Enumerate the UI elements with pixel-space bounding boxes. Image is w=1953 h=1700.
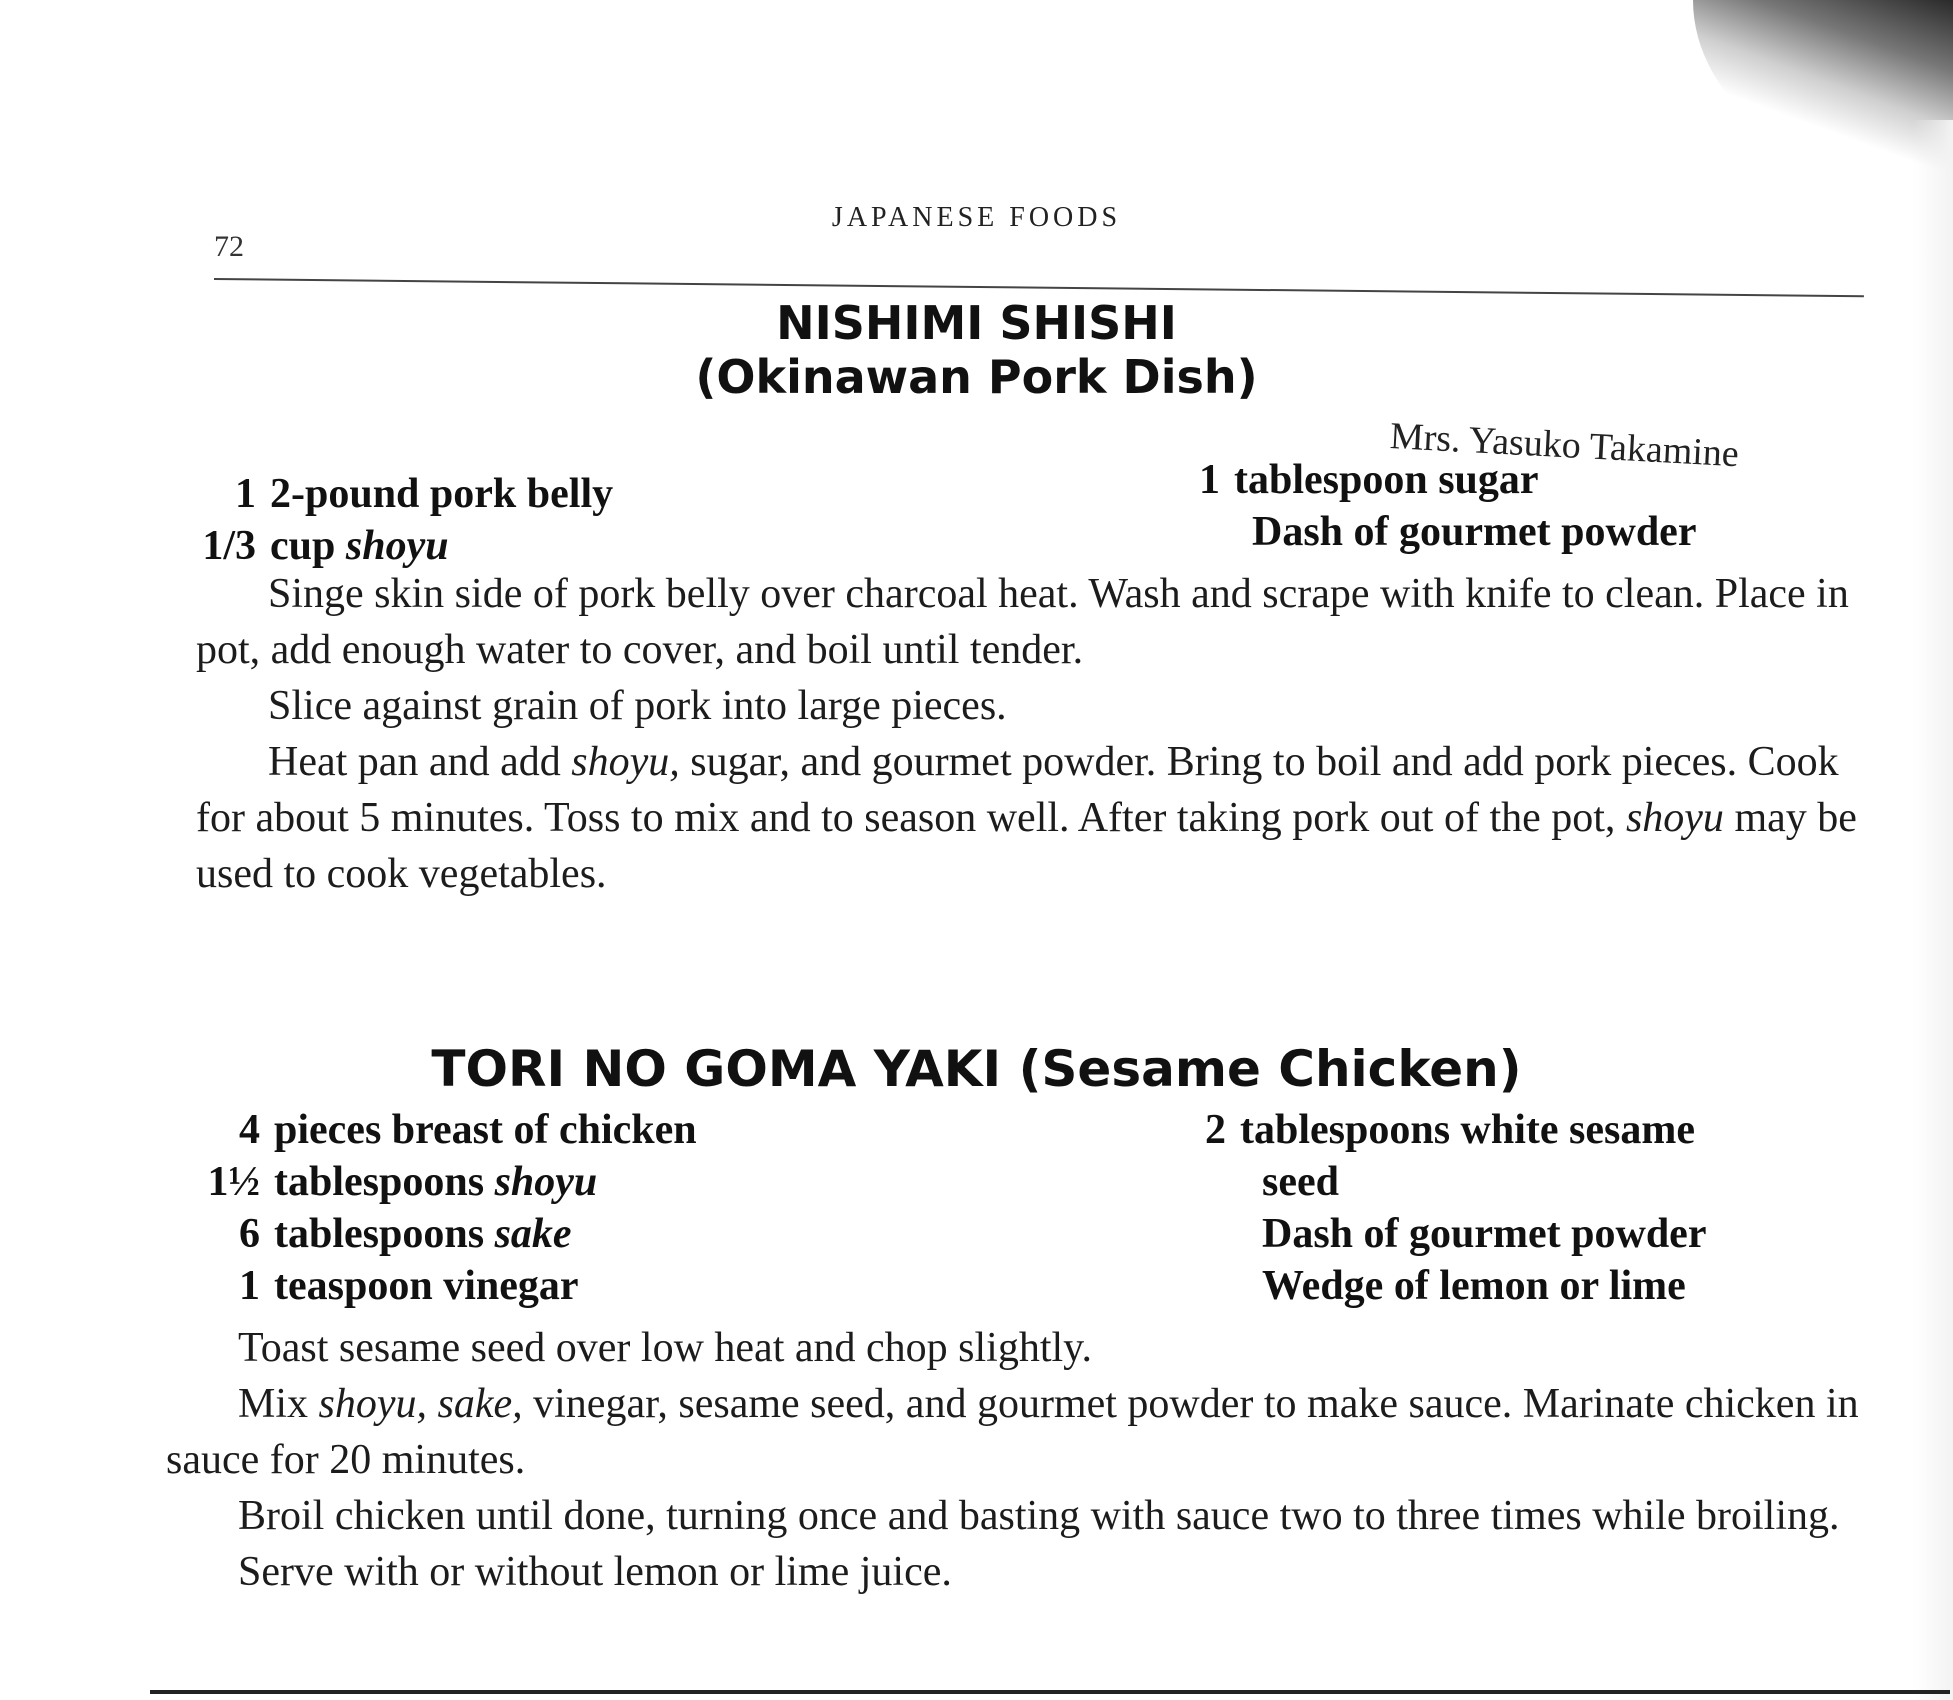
page-number: 72 [214, 230, 244, 263]
ingredient-item: 1½ tablespoons shoyu [207, 1159, 598, 1205]
ingredient-list-right [1196, 1104, 1706, 1312]
direction-paragraph: Slice against grain of pork into large pieces. [268, 683, 1007, 729]
recipe-contributor: Mrs. Yasuko Takamine [1388, 415, 1740, 476]
recipe-title: NISHIMI SHISHI [776, 296, 1177, 350]
ingredient-list-left [200, 468, 613, 572]
header-rule [214, 278, 1864, 297]
ingredient-item: 1 teaspoon vinegar [239, 1263, 579, 1309]
ingredient-list-right [1190, 454, 1696, 558]
ingredient-item: 1/3 cup shoyu [202, 523, 449, 569]
ingredient-item: 1 2-pound pork belly [235, 471, 614, 517]
ingredient-item: 4 pieces breast of chicken [239, 1107, 697, 1153]
ingredient-list-left [170, 1104, 697, 1312]
ingredient-item: Dash of gourmet powder [1252, 509, 1697, 555]
ingredient-item: 1 tablespoon sugar [1199, 457, 1539, 503]
recipe-subtitle: (Okinawan Pork Dish) [695, 350, 1258, 404]
direction-paragraph: Mix shoyu, sake, vinegar, sesame seed, and gourmet powder to make sauce. Marinate chicken in sauce for 20 minutes. [166, 1381, 1859, 1483]
recipe-directions [166, 1320, 1936, 1600]
direction-paragraph: Toast sesame seed over low heat and chop slightly. [238, 1325, 1092, 1371]
recipe-directions [196, 566, 1896, 902]
ingredient-item: Dash of gourmet powder [1262, 1211, 1707, 1257]
direction-paragraph: Singe skin side of pork belly over charcoal heat. Wash and scrape with knife to clean. Place in pot, add enough water to cover, and boil until tender. [196, 571, 1849, 673]
recipe-title: TORI NO GOMA YAKI (Sesame Chicken) [431, 1040, 1522, 1098]
ingredient-item: 6 tablespoons sake [239, 1211, 572, 1257]
ingredient-item: seed [1262, 1159, 1339, 1205]
ingredient-item: 2 tablespoons white sesame [1205, 1107, 1696, 1153]
direction-paragraph: Heat pan and add shoyu, sugar, and gourmet powder. Bring to boil and add pork pieces. Cook for about 5 minutes. Toss to mix and to season well. After taking pork out of the pot, shoyu may be used to cook vegetables. [196, 739, 1857, 897]
direction-paragraph: Broil chicken until done, turning once and basting with sauce two to three times while broiling. [238, 1493, 1840, 1539]
ingredient-item: Wedge of lemon or lime [1262, 1263, 1686, 1309]
direction-paragraph: Serve with or without lemon or lime juice. [238, 1549, 952, 1595]
running-head: JAPANESE FOODS [831, 202, 1122, 233]
bottom-rule [150, 1690, 1950, 1694]
